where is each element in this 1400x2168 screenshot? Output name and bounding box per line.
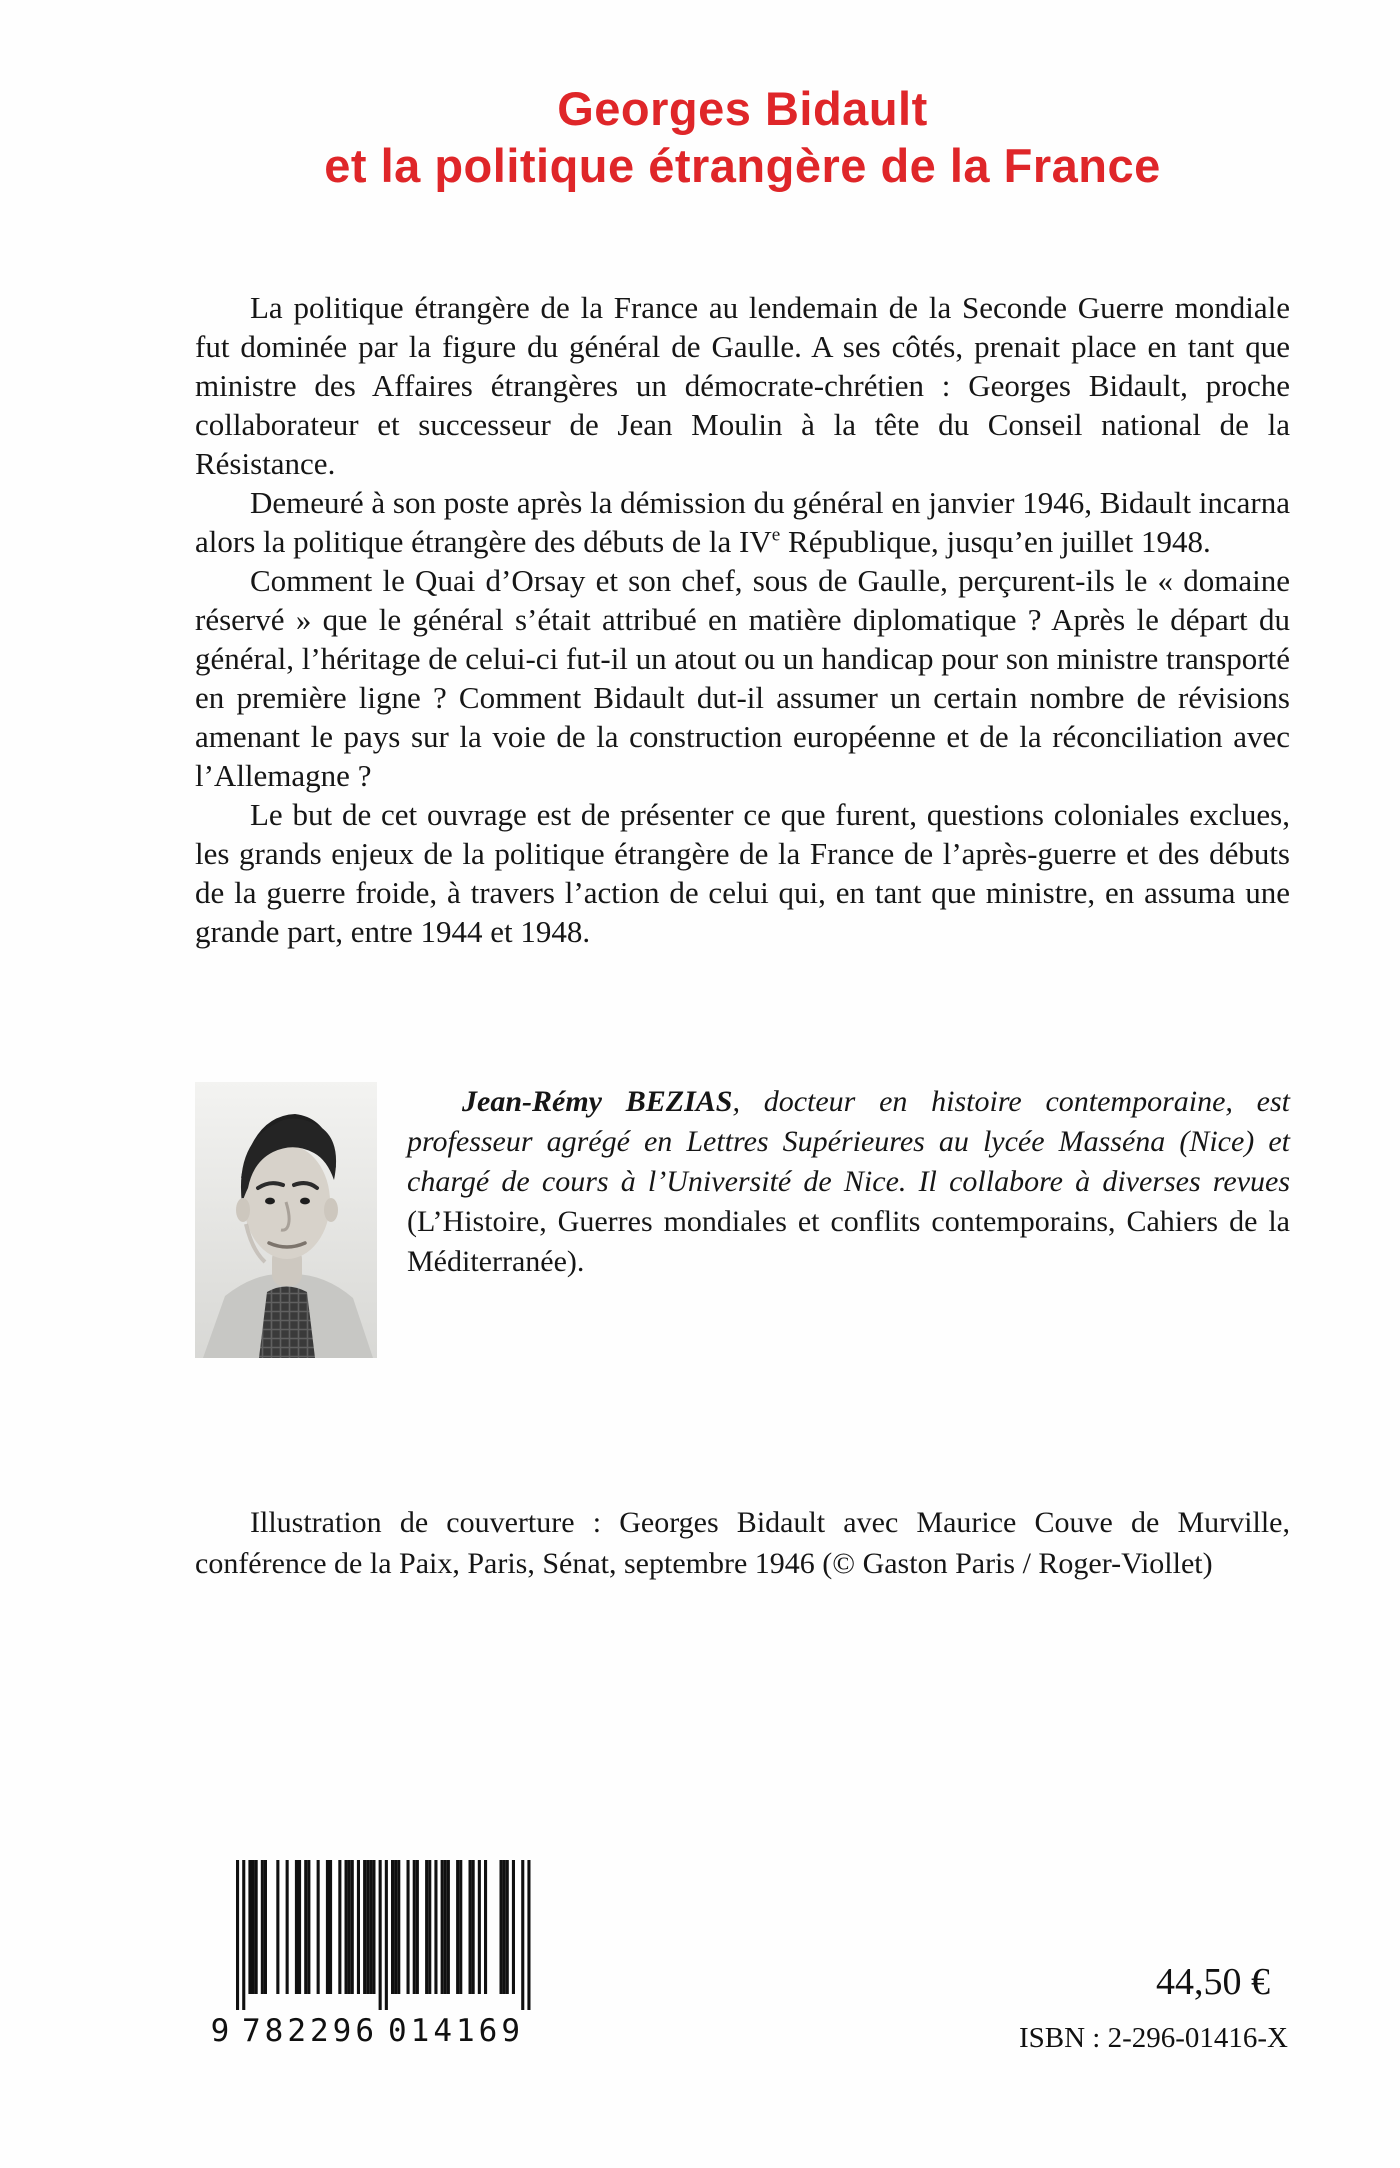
book-title-line2: et la politique étrangère de la France: [324, 139, 1161, 192]
book-title: [195, 80, 1290, 194]
author-name: Jean-Rémy BEZIAS: [462, 1085, 733, 1118]
svg-text:014169: 014169: [388, 2013, 524, 2049]
svg-text:782296: 782296: [242, 2013, 378, 2049]
author-section: [195, 1082, 1290, 1358]
synopsis-paragraph-2-end: République, jusqu’en juillet 1948.: [780, 524, 1211, 559]
synopsis-paragraph-3: Comment le Quai d’Orsay et son chef, sous de Gaulle, perçurent-ils le « domaine réservé » que le général s’était attribué en matière diplomatique ? Après le départ du général, l’héritage de celui-ci fut-il un atout ou un handicap pour son ministre transporté en première ligne ? Comment Bidault dut-il assumer un certain nombre de révisions amenant le pays sur la voie de la construction européenne et de la réconciliation avec l’Allemagne ?: [195, 563, 1290, 793]
author-bio: [407, 1082, 1290, 1282]
barcode: [200, 1860, 540, 2057]
synopsis-paragraph-2-start: Demeuré à son poste après la démission du général en janvier 1946, Bidault incarna alors la politique étrangère des débuts de la IV: [195, 485, 1290, 559]
cover-illustration-credit: Illustration de couverture : Georges Bidault avec Maurice Couve de Murville, conférence de la Paix, Paris, Sénat, septembre 1946 (© Gaston Paris / Roger-Viollet): [195, 1506, 1290, 1580]
synopsis: [195, 288, 1290, 951]
author-bio-journals: (L’Histoire, Guerres mondiales et conflits contemporains, Cahiers de la Méditerranée).: [407, 1205, 1290, 1278]
author-bio-text: , docteur en histoire contemporaine, est professeur agrégé en Lettres Supérieures au lycée Masséna (Nice) et chargé de cours à l’Université de Nice. Il collabore à diverses revues: [407, 1085, 1290, 1198]
roman-numeral-superscript: e: [771, 524, 781, 546]
synopsis-paragraph-4: Le but de cet ouvrage est de présenter ce que furent, questions coloniales exclues, les grands enjeux de la politique étrangère de la France de l’après-guerre et des débuts de la guerre froide, à travers l’action de celui qui, en tant que ministre, en assuma une grande part, entre 1944 et 1948.: [195, 797, 1290, 949]
synopsis-paragraph-2: [195, 483, 1290, 561]
synopsis-paragraph-1: La politique étrangère de la France au lendemain de la Seconde Guerre mondiale fut dominée par la figure du général de Gaulle. A ses côtés, prenait place en tant que ministre des Affaires étrangères un démocrate-chrétien : Georges Bidault, proche collaborateur et successeur de Jean Moulin à la tête du Conseil national de la Résistance.: [195, 290, 1290, 481]
price: 44,50 €: [1156, 1961, 1270, 2003]
author-photo: [195, 1082, 377, 1358]
isbn: ISBN : 2-296-01416-X: [1018, 2022, 1288, 2054]
book-title-line1: Georges Bidault: [557, 82, 928, 135]
svg-text:9: 9: [210, 2013, 230, 2049]
barcode-svg: [200, 1860, 540, 2052]
